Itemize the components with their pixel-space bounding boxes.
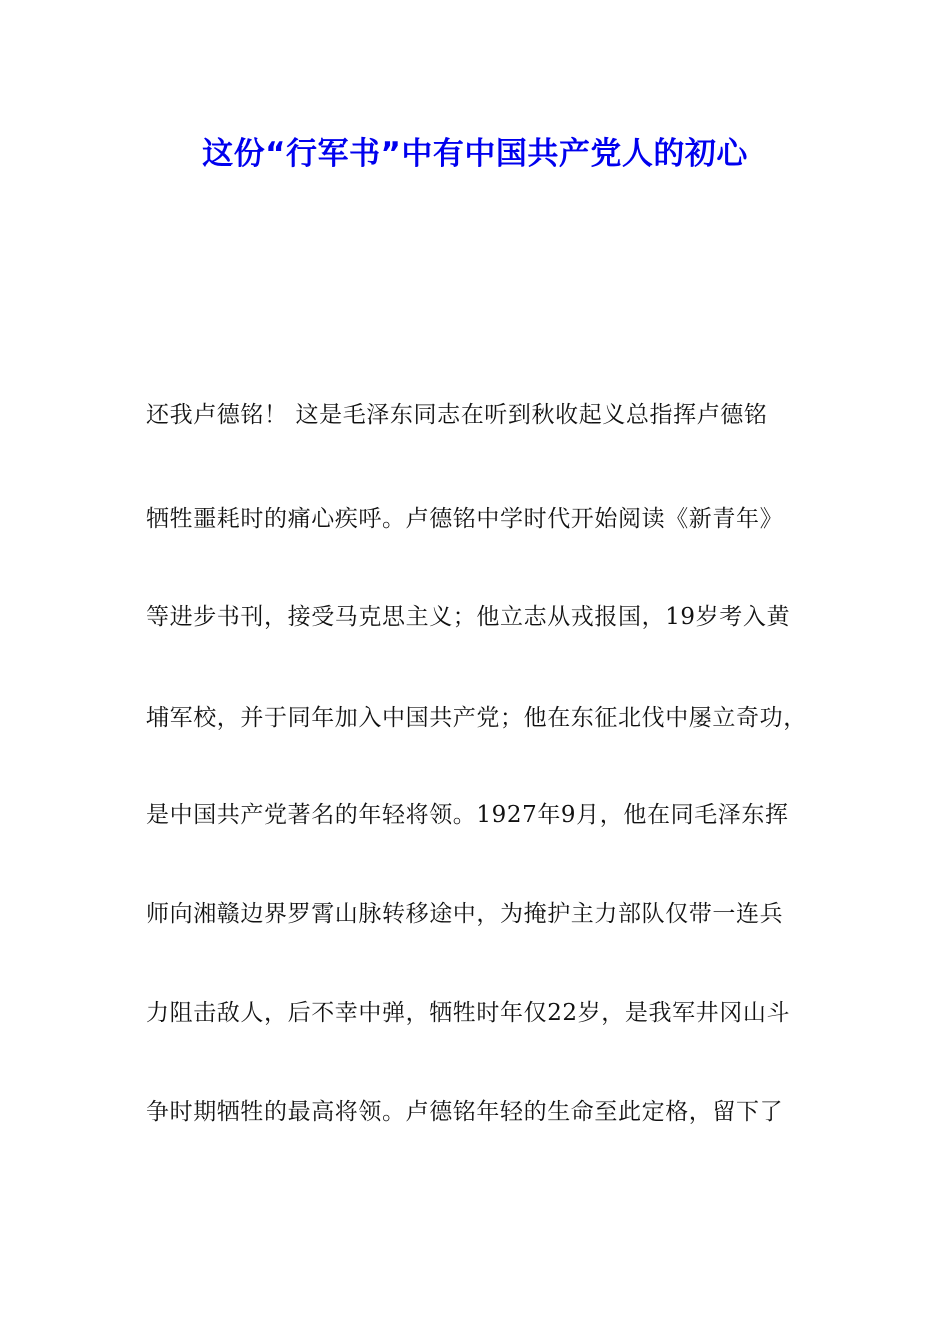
paragraph-line-3: 等进步书刊，接受马克思主义；他立志从戎报国，19岁考入黄: [146, 604, 791, 630]
paragraph-line-5: 是中国共产党著名的年轻将领。1927年9月，他在同毛泽东挥: [146, 802, 789, 828]
paragraph-line-1: 还我卢德铭！ 这是毛泽东同志在听到秋收起义总指挥卢德铭: [146, 402, 768, 428]
paragraph-line-2: 牺牲噩耗时的痛心疾呼。卢德铭中学时代开始阅读《新青年》: [146, 506, 784, 532]
document-title: 这份“行军书”中有中国共产党人的初心: [202, 136, 748, 172]
paragraph-line-6: 师向湘赣边界罗霄山脉转移途中，为掩护主力部队仅带一连兵: [146, 901, 784, 927]
paragraph-line-8: 争时期牺牲的最高将领。卢德铭年轻的生命至此定格，留下了: [146, 1099, 784, 1125]
paragraph-line-7: 力阻击敌人，后不幸中弹，牺牲时年仅22岁，是我军井冈山斗: [146, 1000, 791, 1026]
paragraph-line-4: 埔军校，并于同年加入中国共产党；他在东征北伐中屡立奇功，: [146, 705, 807, 731]
